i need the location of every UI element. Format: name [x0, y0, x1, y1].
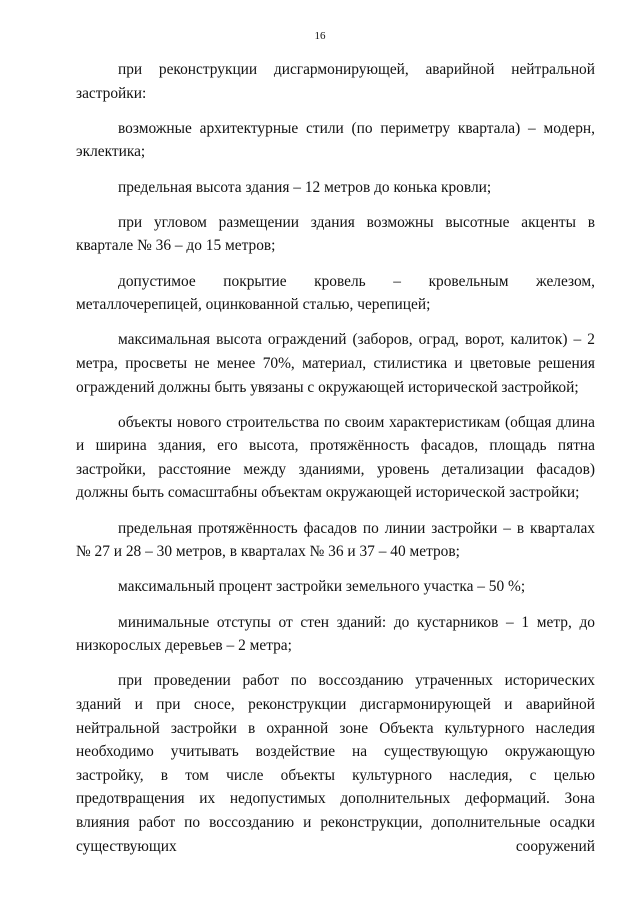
- paragraph-corner-accents: при угловом размещении здания возможны высотные акценты в квартале № 36 – до 15 метров;: [76, 213, 595, 255]
- body-text: [76, 58, 595, 858]
- paragraph-facade-length: предельная протяжённость фасадов по линии застройки – в кварталах № 27 и 28 – 30 метров, в кварталах № 36 и 37 – 40 метров;: [76, 519, 595, 561]
- paragraph-reconstruction-intro: при реконструкции дисгармонирующей, аварийной нейтральной застройки:: [76, 61, 595, 102]
- page-number: 16: [314, 30, 326, 42]
- paragraph-architectural-styles: возможные архитектурные стили (по периметру квартала) – модерн, эклектика;: [76, 119, 595, 161]
- paragraph-new-construction-scale: объекты нового строительства по своим характеристикам (общая длина и ширина здания, его высота, протяжённость фасадов, площадь пятна застройки, расстояние между зданиями, уровень детализации фасадов) должны быть сомасштабны объектам окружающей исторической застройки;: [76, 413, 595, 502]
- paragraph-max-building-height: предельная высота здания – 12 метров до конька кровли;: [118, 178, 492, 196]
- paragraph-fence-height: максимальная высота ограждений (заборов, оград, ворот, калиток) – 2 метра, просветы не менее 70%, материал, стилистика и цветовые решения ограждений должны быть увязаны с окружающей исторической застройкой;: [76, 331, 595, 396]
- paragraph-max-coverage: максимальный процент застройки земельного участка – 50 %;: [118, 578, 526, 596]
- paragraph-recreation-works: при проведении работ по воссозданию утраченных исторических зданий и при сносе, реконструкции дисгармонирующей и аварийной нейтральной застройки в охранной зоне Объекта культурного наследия необходимо учитывать воздействие на существующую окружающую застройку, в том числе объекты культурного наследия, с целью предотвращения их недопустимых дополнительных деформаций. Зона влияния работ по воссозданию и реконструкции, дополнительные осадки существующих сооружений: [76, 672, 595, 855]
- paragraph-min-setbacks: минимальные отступы от стен зданий: до кустарников – 1 метр, до низкорослых деревьев – 2 метра;: [76, 613, 595, 655]
- paragraph-roof-covering: допустимое покрытие кровель – кровельным железом, металлочерепицей, оцинкованной сталью, черепицей;: [76, 272, 595, 314]
